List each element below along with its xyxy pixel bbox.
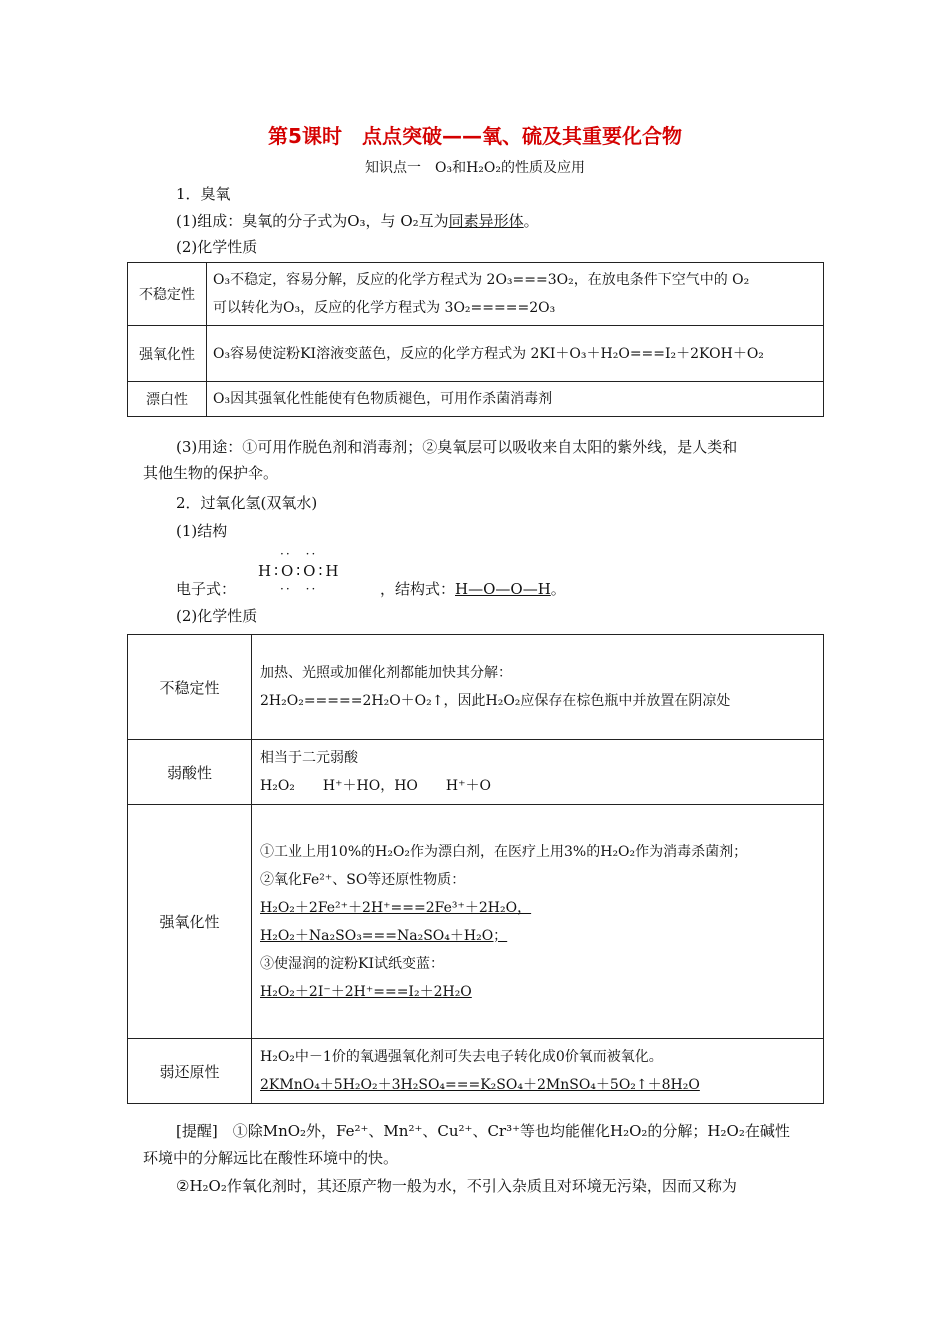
row-label: 强氧化性 (128, 805, 252, 1039)
table-row (128, 326, 824, 382)
table-row (128, 805, 824, 1039)
table-row (128, 1039, 824, 1104)
content-line: H₂O₂ H⁺＋HO，HO H⁺＋O (260, 778, 491, 794)
note-line2: 环境中的分解远比在酸性环境中的快。 (143, 1149, 399, 1167)
content-line: 相当于二元弱酸 (260, 750, 358, 766)
composition-prefix: (1)组成：臭氧的分子式为O₃，与 O₂互为 (176, 212, 449, 230)
h2o2-structure-heading: (1)结构 (176, 522, 228, 540)
content-line: O₃不稳定，容易分解，反应的化学方程式为 2O₃===3O₂，在放电条件下空气中的 O₂ (213, 272, 750, 288)
ozone-use-line2: 其他生物的保护伞。 (143, 464, 279, 482)
ozone-heading: 1．臭氧 (176, 185, 231, 203)
ozone-chem-heading: (2)化学性质 (176, 238, 258, 256)
row-content (252, 1039, 824, 1104)
content-line: 加热、光照或加催化剂都能加快其分解： (260, 665, 512, 681)
row-content (207, 326, 824, 382)
row-label: 漂白性 (128, 382, 207, 417)
electron-label: 电子式： (176, 580, 237, 598)
page-title: 第5课时 点点突破——氧、硫及其重要化合物 (268, 124, 682, 148)
structural-formula-line (380, 578, 566, 600)
content-line: ③使湿润的淀粉KI试纸变蓝： (260, 955, 444, 972)
electron-dots-top: ·· ·· (280, 547, 318, 561)
content-line: H₂O₂＋2Fe²⁺＋2H⁺===2Fe³⁺＋2H₂O， (260, 899, 532, 916)
electron-formula: H∶O∶O∶H (258, 562, 342, 580)
content-line: O₃容易使淀粉KI溶液变蓝色，反应的化学方程式为 2KI＋O₃＋H₂O===I₂＋2KOH＋O₂ (213, 345, 764, 362)
row-content (207, 263, 824, 326)
section-subtitle: 知识点一 O₃和H₂O₂的性质及应用 (364, 160, 585, 176)
ozone-properties-table (127, 262, 824, 417)
row-content (252, 740, 824, 805)
note-line3: ②H₂O₂作氧化剂时，其还原产物一般为水，不引入杂质且对环境无污染，因而又称为 (176, 1177, 737, 1195)
h2o2-properties-table (127, 634, 824, 1104)
table-row (128, 263, 824, 326)
electron-dots-bottom: ·· ·· (280, 582, 318, 596)
struct-label: ，结构式： (380, 580, 456, 598)
struct-end: 。 (550, 580, 566, 598)
struct-formula: H—O—O—H (455, 580, 551, 598)
row-label: 不稳定性 (128, 635, 252, 740)
table-row (128, 740, 824, 805)
row-label: 强氧化性 (128, 326, 207, 382)
content-line: 2KMnO₄＋5H₂O₂＋3H₂SO₄===K₂SO₄＋2MnSO₄＋5O₂↑＋8H₂O (260, 1077, 700, 1093)
content-line: ①工业上用10%的H₂O₂作为漂白剂，在医疗上用3%的H₂O₂作为消毒杀菌剂； (260, 843, 748, 860)
row-label: 弱还原性 (128, 1039, 252, 1104)
row-label: 弱酸性 (128, 740, 252, 805)
composition-suffix: 。 (523, 212, 539, 230)
row-content (252, 805, 824, 1039)
content-line: 可以转化为O₃，反应的化学方程式为 3O₂=====2O₃ (213, 300, 556, 316)
content-line: ②氧化Fe²⁺、SO等还原性物质： (260, 871, 466, 888)
content-line: H₂O₂中－1价的氧遇强氧化剂可失去电子转化成0价氧而被氧化。 (260, 1049, 663, 1065)
content-line: H₂O₂＋2I⁻＋2H⁺===I₂＋2H₂O (260, 983, 472, 1000)
row-label: 不稳定性 (128, 263, 207, 326)
content-line: 2H₂O₂=====2H₂O＋O₂↑，因此H₂O₂应保存在棕色瓶中并放置在阴凉处 (260, 693, 731, 709)
content-line: H₂O₂＋Na₂SO₃===Na₂SO₄＋H₂O； (260, 927, 508, 944)
h2o2-heading: 2．过氧化氢(双氧水) (176, 494, 318, 512)
h2o2-chem-heading: (2)化学性质 (176, 607, 258, 625)
content-line: O₃因其强氧化性能使有色物质褪色，可用作杀菌消毒剂 (213, 391, 553, 407)
composition-term: 同素异形体 (448, 212, 524, 230)
note-line1: [提醒] ①除MnO₂外，Fe²⁺、Mn²⁺、Cu²⁺、Cr³⁺等也均能催化H₂O₂的分解；H₂O₂在碱性 (176, 1122, 790, 1140)
row-content (207, 382, 824, 417)
row-content (252, 635, 824, 740)
ozone-use-line1: (3)用途：①可用作脱色剂和消毒剂；②臭氧层可以吸收来自太阳的紫外线，是人类和 (176, 438, 738, 456)
table-row (128, 382, 824, 417)
ozone-composition (176, 210, 539, 232)
table-row (128, 635, 824, 740)
